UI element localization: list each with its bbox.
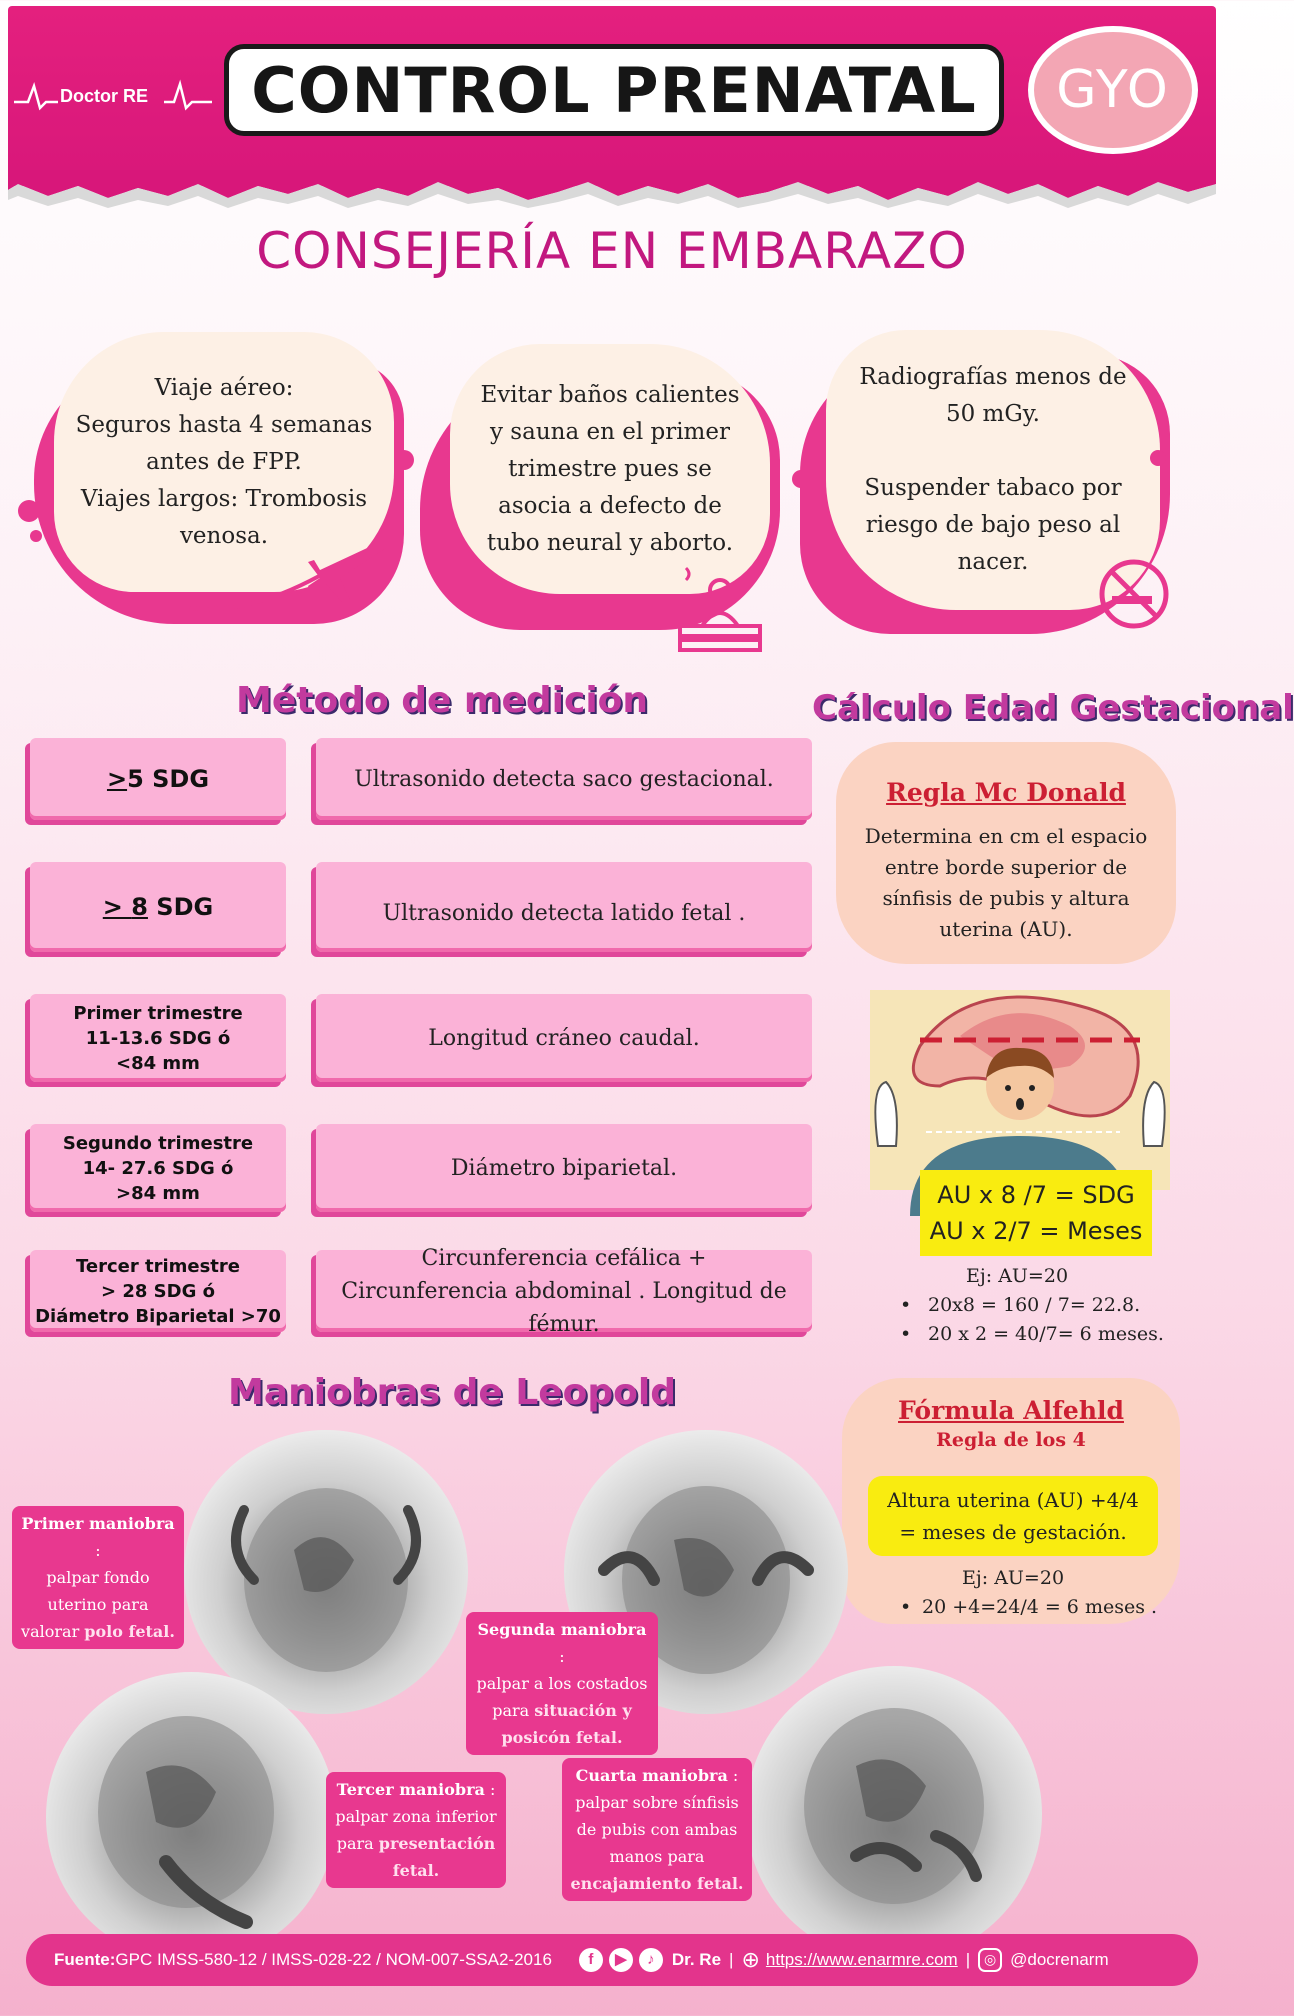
- measurement-description: [316, 994, 812, 1082]
- third-maneuver-image: [46, 1672, 336, 1962]
- maneuver-title: Cuarta maniobra: [575, 1766, 728, 1785]
- label-unit: SDG: [147, 893, 214, 921]
- logo-text: Doctor RE: [60, 86, 149, 106]
- specialty-badge: GYO: [1028, 26, 1198, 154]
- advice-card-radiation: [800, 330, 1180, 650]
- sauna-icon: [670, 570, 770, 670]
- maneuver-highlight: presentación fetal.: [378, 1834, 496, 1880]
- label-text: Segundo trimestre 14- 27.6 SDG ó >84 mm: [62, 1132, 254, 1204]
- fourth-maneuver-image: [746, 1666, 1042, 1962]
- mcdonald-example: [888, 1262, 1188, 1349]
- description-text: Diámetro biparietal.: [450, 1155, 678, 1181]
- separator: |: [965, 1950, 971, 1969]
- example-text: 20x8 = 160 / 7= 22.8.: [928, 1294, 1141, 1316]
- label-value: 5: [127, 765, 144, 793]
- measurement-label: [30, 1124, 286, 1212]
- measurement-description: [316, 1245, 812, 1337]
- maneuver-highlight: polo fetal.: [84, 1622, 175, 1641]
- maneuver-title: Primer maniobra: [21, 1514, 175, 1533]
- gestational-age-heading: Cálculo Edad Gestacional: [812, 688, 1294, 728]
- fourth-maneuver-label: [562, 1758, 752, 1901]
- measurement-label: [30, 862, 286, 952]
- ge-symbol: >: [106, 765, 128, 793]
- tiktok-icon[interactable]: ♪: [639, 1948, 663, 1972]
- label-text: Primer trimestre 11-13.6 SDG ó <84 mm: [73, 1002, 243, 1074]
- decor-dot: [1150, 450, 1166, 466]
- advice-card-sauna: [420, 340, 790, 640]
- leopold-heading: Maniobras de Leopold: [228, 1372, 677, 1413]
- decor-dot: [394, 450, 414, 470]
- maneuver-highlight: encajamiento fetal.: [570, 1874, 744, 1893]
- decor-dot: [792, 470, 810, 488]
- example-line: • 20 x 2 = 40/7= 6 meses.: [900, 1323, 1164, 1345]
- brand-name: Dr. Re: [671, 1950, 722, 1969]
- maneuver-title: Tercer maniobra: [336, 1780, 485, 1799]
- abdomen-illustration: [46, 1672, 336, 1962]
- description-text: Longitud cráneo caudal.: [428, 1025, 700, 1051]
- source-text: GPC IMSS-580-12 / IMSS-028-22 / NOM-007-SSA2-2016: [115, 1950, 552, 1969]
- page-title: CONTROL PRENATAL: [224, 44, 1004, 136]
- first-maneuver-label: [12, 1506, 184, 1649]
- description-text: Ultrasonido detecta latido fetal .: [382, 900, 746, 926]
- mcdonald-panel: [836, 742, 1176, 964]
- doctor-re-logo: [14, 72, 214, 120]
- decor-dot: [18, 500, 40, 522]
- section-title: CONSEJERÍA EN EMBARAZO: [256, 222, 968, 280]
- maneuver-text: : palpar sobre sínfisis de pubis con ambas manos para: [575, 1766, 739, 1866]
- website-link[interactable]: https://www.enarmre.com: [765, 1950, 958, 1969]
- mcdonald-title: Regla Mc Donald: [886, 778, 1126, 807]
- maneuver-text: : palpar fondo uterino para valorar: [21, 1541, 150, 1641]
- second-maneuver-label: [466, 1612, 658, 1755]
- example-text: 20 x 2 = 40/7= 6 meses.: [928, 1323, 1164, 1345]
- example-line: • 20x8 = 160 / 7= 22.8.: [900, 1294, 1141, 1316]
- formula-months: AU x 2/7 = Meses: [929, 1217, 1143, 1245]
- example-text: 20 +4=24/4 = 6 meses .: [922, 1596, 1158, 1618]
- airplane-icon: [180, 530, 390, 620]
- globe-icon: ⊕: [741, 1947, 760, 1972]
- formula-text: Altura uterina (AU) +4/4 = meses de gestación.: [887, 1488, 1139, 1544]
- description-text: Circunferencia cefálica + Circunferencia abdominal . Longitud de fémur.: [341, 1245, 787, 1337]
- description-text: Ultrasonido detecta saco gestacional.: [354, 766, 774, 792]
- maneuver-text: : palpar a los costados para: [476, 1647, 648, 1720]
- blob-card: [450, 344, 770, 594]
- alfehld-formula: [868, 1476, 1158, 1556]
- measurement-label: [30, 738, 286, 820]
- advice-text: Viaje aéreo: Seguros hasta 4 semanas antes de FPP. Viajes largos: Trombosis venosa.: [75, 374, 373, 549]
- instagram-icon[interactable]: ◎: [978, 1948, 1002, 1972]
- label-text: Tercer trimestre > 28 SDG ó Diámetro Biparietal >70: [35, 1255, 281, 1327]
- advice-card-travel: [30, 330, 410, 630]
- example-line: • 20 +4=24/4 = 6 meses .: [900, 1596, 1158, 1618]
- youtube-icon[interactable]: ▶: [609, 1948, 633, 1972]
- mcdonald-formula: [920, 1170, 1152, 1256]
- measurement-description: [316, 738, 812, 820]
- third-maneuver-label: [326, 1772, 506, 1888]
- no-smoking-icon: [1096, 556, 1172, 632]
- alfehld-subtitle: Regla de los 4: [936, 1429, 1086, 1451]
- social-handle: @docrenarm: [1010, 1950, 1109, 1969]
- footer-bar: [26, 1934, 1198, 1986]
- source-label: Fuente:: [54, 1950, 116, 1969]
- formula-sdg: AU x 8 /7 = SDG: [937, 1181, 1135, 1209]
- maneuver-highlight: situación y posicón fetal.: [501, 1701, 632, 1747]
- mcdonald-description: Determina en cm el espacio entre borde superior de sínfisis de pubis y altura uterina (AU).: [864, 824, 1148, 941]
- measurement-description: [316, 1124, 812, 1212]
- alfehld-example: [900, 1564, 1190, 1622]
- example-title: Ej: AU=20: [966, 1265, 1069, 1287]
- measurement-label: [30, 994, 286, 1082]
- maneuver-text: : palpar zona inferior para: [335, 1780, 497, 1853]
- measurement-heading: Método de medición: [236, 680, 649, 721]
- measurement-label: [30, 1250, 286, 1332]
- measurement-description: [316, 862, 812, 952]
- torn-paper-edge: [8, 170, 1216, 210]
- separator: |: [729, 1950, 734, 1969]
- label-value: 8: [131, 893, 148, 921]
- decor-dot: [30, 530, 42, 542]
- abdomen-illustration: [746, 1666, 1042, 1962]
- label-unit: SDG: [143, 765, 210, 793]
- example-title: Ej: AU=20: [962, 1567, 1065, 1589]
- advice-text: Evitar baños calientes y sauna en el primer trimestre pues se asocia a defecto de tubo neural y aborto.: [480, 381, 740, 556]
- maneuver-title: Segunda maniobra: [477, 1620, 647, 1639]
- ge-symbol: >: [102, 893, 132, 921]
- alfehld-title: Fórmula Alfehld: [898, 1396, 1124, 1425]
- advice-text: Radiografías menos de 50 mGy. Suspender tabaco por riesgo de bajo peso al nacer.: [859, 364, 1127, 575]
- facebook-icon[interactable]: f: [579, 1948, 603, 1972]
